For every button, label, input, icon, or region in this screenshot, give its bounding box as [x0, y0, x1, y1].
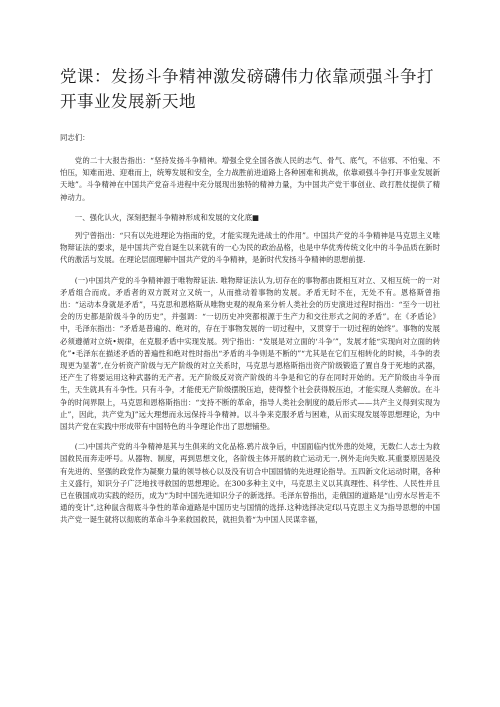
paragraph-dialectics: (一)中国共产党的斗争精神源于唯物辩证法. 唯物辩证法认为,切存在的事物都由既相互对立、又相互统一的一对矛盾组合而成。矛盾者的双方既对立又统一，从而推动着事物的发展。矛盾无时不在，无处不有。恩格斯曾指出：“运动本身就是矛盾”，马克思和恩格斯从唯物史观的视角来分析人类社会的历史演进过程时指出：“至今一切社会的历史都是阶级斗争的历史”，并强调：“一切历史冲突都根源于生产力和交往形式之间的矛盾”。在《矛盾论》中，毛泽东指出：“矛盾是普遍的、绝对的，存在于事物发展的一切过程中，又贯穿于一切过程的始终”。事物的发展必须遵循对立统•规律，在克服矛盾中实现发展。列宁指出：“发展是对立面的‘斗争’”，发展才能“实现向对立面的转化”•毛泽东在描述矛盾的普遍性和绝对性时指出“矛盾的斗争则是不断的”“尤其是在它们互相转化的时候，斗争的表现更为显著”,在分析资产阶级与无产阶级的对立关系时，马克思与恩格斯指出资产阶级锻造了置自身于死地的武器，还产生了将要运用这种武器的无产者。无产阶级反对资产阶级的斗争是和它的存在同时开始的。无产阶级由斗争而生，天生就具有斗争性。只有斗争，才能使无产阶级摆脱压迫，使得整个社会获得脱压迫，才能实现人类解放。在斗争的时间界限上，马克思和恩格斯指出：“支持不断的革命，指导人类社会制度的最后形式——共产主义得到实现为止”，因此，共产党为J”远大理想而永远保持斗争精神。以斗争来克服矛盾与困难，从而实现发展等思想理论，为中国共产党在实践中形成带有中国特色的斗争理论作出了思想铺垫。 — [60, 275, 440, 432]
document-title: 党课：发扬斗争精神激发磅礴伟力依靠顽强斗争打开事业发展新天地 — [60, 67, 434, 111]
paragraph-intro: 党的二十大报告指出：“坚持发扬斗争精神。增强全党全国各族人民的志气、骨气、底气，不信邪、不怕鬼、不怕压，知难而进、迎难而上，统筹发展和安全，全力战胜前进道路上各种困难和挑战，依靠顽强斗争打开事业发展新天地”。斗争精神在中国共产党奋斗进程中充分展现出独特的精神力量，为中国共产党干事创业、政打胜仗提供了精神动力。 — [60, 156, 440, 202]
salutation: 同志们： — [60, 133, 90, 142]
paragraph-lenin: 列宁曾指出：“只有以先进理论为指南的党，才能实现先进战士的作用”。中国共产党的斗争精神是马克思主义唯物辩证法的要求，是中国共产党自诞生以来就有的一心为民的政治品格，也是中华优秀传统文化中的斗争品质在新时代的激活与发展。在理论层面理解中国共产党的斗争精神，是新时代发扬斗争精神的思想前提. — [60, 231, 440, 265]
section-heading-1: 一、强化认火，深刻把握斗争精神形成和发展的文化底■ — [74, 212, 260, 222]
paragraph-cultural-character: (二)中国共产党的斗争精神是其与生俱来的文化品格.鸦片战争后，中国面临内忧外患的处境，无数仁人志士为救国救民而奔走呼号。从器物、制度，再到思想文化，各阶级主体开展的救亡运动无一,例外走向失败.其重要原因是没有先进的、坚强的政党作为凝聚力量的领导核心以及没有切合中国国情的先进理论指导。五四新文化运动时期，各种主义盛行，知识分子广泛地找寻救国的思想理论。在300多种主义中，马克思主义以其真理性、科学性、人民性并且已在俄国成功实践的经历，成为“为时中国先进知识分子的新选择。毛泽东曾指出，走俄国的道路是“山穷水尽皆走不通的变计”,这种鼠含彻底斗争性的革命道路是中国历史与国情的选择.这种选择决定f以马克思主义为指导思想的中国共产党一诞生就将以彻底的革命斗争来救国救民，就担负着“为中国人民谋幸福， — [60, 442, 440, 525]
